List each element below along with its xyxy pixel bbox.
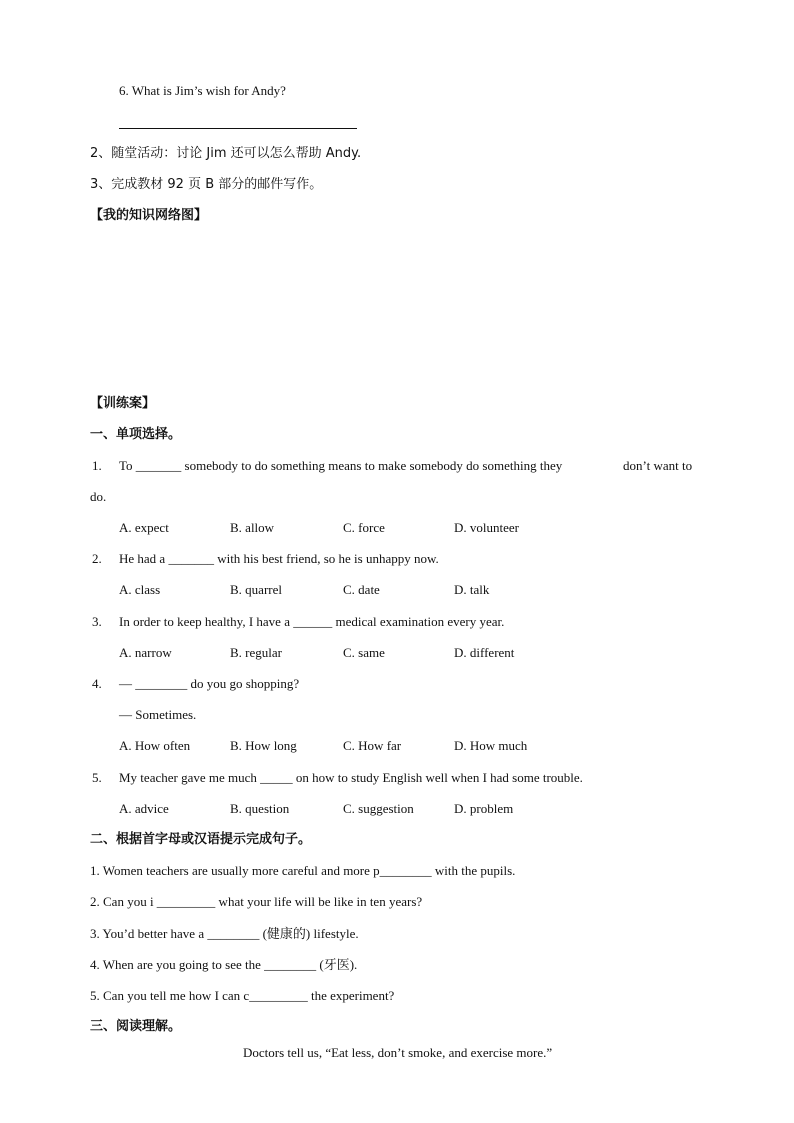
sentence-item: 3. You’d better have a ________ (健康的) lifestyle. (90, 926, 359, 941)
q4-reply: — Sometimes. (119, 707, 197, 722)
q1-text-cont: don’t want to (623, 458, 693, 473)
option-c: C. same (343, 645, 385, 660)
q4-number: 4. (92, 676, 102, 691)
option-c: C. How far (343, 738, 402, 753)
answer-line (119, 128, 357, 129)
q4-text: — ________ do you go shopping? (119, 676, 300, 691)
option-a: A. class (119, 582, 161, 597)
sentence-item: 4. When are you going to see the ________ (牙医). (90, 957, 358, 972)
part2-heading: 二、根据首字母或汉语提示完成句子。 (90, 832, 312, 847)
option-a: A. narrow (119, 645, 172, 660)
part3-heading: 三、阅读理解。 (90, 1019, 182, 1034)
q5-text: My teacher gave me much _____ on how to study English well when I had some trouble. (119, 770, 583, 785)
option-c: C. date (343, 582, 380, 597)
q3-text: In order to keep healthy, I have a ______ medical examination every year. (119, 614, 505, 629)
option-d: D. volunteer (454, 520, 519, 535)
q5-number: 5. (92, 770, 102, 785)
sentence-item: 5. Can you tell me how I can c_________ the experiment? (90, 988, 395, 1003)
knowledge-map-heading: 【我的知识网络图】 (90, 208, 208, 223)
option-a: A. expect (119, 520, 169, 535)
option-b: B. How long (230, 738, 297, 753)
q1-number: 1. (92, 458, 102, 473)
q2-number: 2. (92, 551, 102, 566)
part1-heading: 一、单项选择。 (90, 427, 182, 442)
option-b: B. question (230, 801, 290, 816)
training-title: 【训练案】 (90, 396, 156, 411)
sentence-item: 1. Women teachers are usually more careful and more p________ with the pupils. (90, 863, 516, 878)
q2-text: He had a _______ with his best friend, so he is unhappy now. (119, 551, 439, 566)
option-a: A. How often (119, 738, 191, 753)
option-b: B. regular (230, 645, 282, 660)
reading-passage-first-line: Doctors tell us, “Eat less, don’t smoke, and exercise more.” (243, 1045, 553, 1060)
sentence-item: 2. Can you i _________ what your life will be like in ten years? (90, 894, 423, 909)
option-a: A. advice (119, 801, 169, 816)
q1-text-wrap: do. (90, 489, 107, 504)
option-b: B. quarrel (230, 582, 282, 597)
option-b: B. allow (230, 520, 275, 535)
q1-text: To _______ somebody to do something means to make somebody do something they (119, 458, 563, 473)
option-d: D. talk (454, 582, 490, 597)
class-activity: 2、随堂活动：讨论 Jim 还可以怎么帮助 Andy. (90, 146, 362, 161)
option-c: C. suggestion (343, 801, 414, 816)
question-6: 6. What is Jim’s wish for Andy? (119, 83, 286, 98)
option-d: D. problem (454, 801, 514, 816)
option-d: D. different (454, 645, 515, 660)
option-c: C. force (343, 520, 385, 535)
textbook-task: 3、完成教材 92 页 B 部分的邮件写作。 (90, 177, 323, 192)
option-d: D. How much (454, 738, 528, 753)
q3-number: 3. (92, 614, 102, 629)
